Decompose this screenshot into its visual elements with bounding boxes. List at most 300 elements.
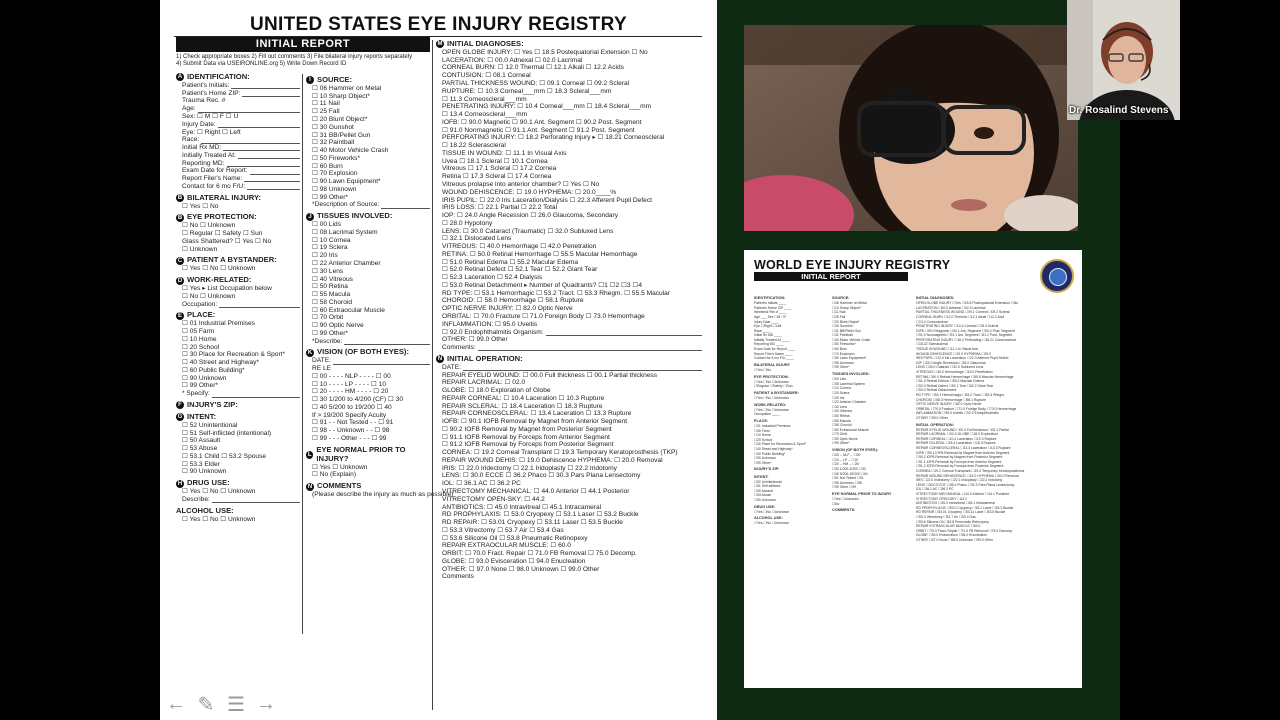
form-field[interactable] [306, 147, 430, 155]
form-field[interactable] [176, 488, 300, 496]
form-field[interactable] [306, 116, 430, 124]
form-section-title [176, 276, 300, 285]
instruction-line: 4) Submit Data via USEIRONLINE.org 5) Write Down Record ID [176, 61, 347, 68]
form-field[interactable] [306, 330, 430, 338]
form-field-label: Describe: [182, 495, 210, 503]
form-field[interactable] [176, 82, 300, 90]
fill-in-line [231, 82, 300, 89]
form-field-label: Exam Date for Report: [182, 167, 248, 175]
form-field-label: REPAIR EXTRAOCULAR MUSCLE: ☐ 60.0 [442, 542, 571, 550]
form-field[interactable] [436, 274, 702, 282]
form-field[interactable] [306, 155, 430, 163]
form-field[interactable] [176, 160, 300, 168]
form-field[interactable] [176, 265, 300, 273]
form-title: UNITED STATES EYE INJURY REGISTRY [250, 14, 627, 35]
form-field[interactable] [306, 201, 430, 209]
form-field[interactable] [436, 119, 702, 127]
prev-arrow-icon[interactable]: ← [166, 692, 186, 715]
form-field-label: ☐ 51 Self-inflicted (intentional) [182, 429, 272, 437]
presenter-name-label: Dr. Rosalind Stevens [1069, 105, 1169, 116]
fill-in-line [333, 358, 430, 365]
section-badge: E [177, 312, 182, 319]
form-field[interactable] [176, 105, 300, 113]
form-field[interactable] [306, 268, 430, 276]
form-field-label: ☐ 30 Lens [312, 267, 344, 275]
form-field-label: ☐ 98 Unknown [312, 185, 357, 193]
form-field[interactable] [306, 471, 430, 479]
form-field-label: * Specify: [182, 390, 210, 398]
form-field-label: Initially Treated At: [182, 151, 236, 159]
form-field[interactable] [436, 566, 702, 574]
form-section-title [306, 212, 430, 221]
form-field[interactable] [176, 203, 300, 211]
form-field[interactable] [306, 85, 430, 93]
form-field[interactable] [306, 291, 430, 299]
notes-icon[interactable]: ☰ [227, 693, 245, 716]
form-field[interactable] [436, 181, 702, 189]
form-field[interactable] [306, 178, 430, 186]
section-badge: I [306, 76, 314, 84]
form-field-label: ☐ 99 Other* [182, 382, 218, 390]
form-field[interactable] [306, 427, 430, 435]
form-field-label: REPAIR CORNEOSCLERAL: ☐ 13.4 Laceration ☐ 13.3 Rupture [442, 410, 632, 418]
form-field-label: CORNEA: ☐ 19.2 Corneal Transplant ☐ 19.3 Temporary Keratoprosthesis (TKP) [442, 449, 678, 457]
form-field[interactable] [436, 134, 702, 142]
form-field[interactable] [176, 351, 300, 359]
form-field-label: ☐ Yes ☐ No ☐ Unknown [182, 488, 256, 496]
section-badge: B [177, 195, 183, 202]
form-field[interactable] [176, 293, 300, 301]
form-field[interactable] [306, 252, 430, 260]
form-field-label: ☐ 92.0 Endophthalmitis Organism: [442, 328, 544, 336]
fill-in-line [250, 168, 300, 175]
section-badge: A [177, 74, 183, 81]
section-title-text: EYE PROTECTION: [187, 212, 257, 222]
form-field-label: GLOBE: ☐ 93.0 Evisceration ☐ 94.0 Enucleation [442, 557, 586, 565]
form-field-label: Eye: ☐ Right ☐ Left [182, 128, 241, 136]
form-field-label: Reporting MD: [182, 159, 225, 167]
form-field[interactable] [436, 111, 702, 119]
thumb-form-title: WORLD EYE INJURY REGISTRY [754, 258, 951, 272]
form-field[interactable] [176, 453, 300, 461]
form-field[interactable] [436, 282, 702, 290]
section-badge: F [176, 401, 184, 409]
section-badge: D [177, 277, 183, 284]
fill-in-line [546, 329, 702, 336]
form-field[interactable] [436, 313, 702, 321]
form-field[interactable] [436, 387, 702, 395]
form-section-title [176, 256, 300, 265]
form-field[interactable] [176, 129, 300, 137]
presenter-video-image [1067, 0, 1180, 120]
form-field-label: Initial Rx MD: [182, 144, 222, 152]
form-field[interactable] [436, 379, 702, 387]
form-field-label: Age: [182, 105, 196, 113]
form-field[interactable] [436, 542, 702, 550]
form-field[interactable] [436, 511, 702, 519]
form-field[interactable] [436, 142, 702, 150]
form-field-label: Retina ☐ 17.3 Scleral ☐ 17.4 Cornea [442, 173, 552, 181]
form-field[interactable] [306, 186, 430, 194]
section-title-text: ALCOHOL USE: [176, 505, 234, 515]
form-field[interactable] [436, 189, 702, 197]
form-field-label: If > 19/200 Specify Acuity [312, 411, 387, 419]
form-field-label: ☐ 18.22 Sclerascleral [442, 142, 506, 150]
form-field-label: ☐ 30 1/200 to 4/200 (CF) ☐ 30 [312, 396, 403, 404]
form-field[interactable] [306, 322, 430, 330]
form-field[interactable] [436, 558, 702, 566]
form-field-label: ☐ 32 Paintball [312, 139, 355, 147]
form-field[interactable] [306, 396, 430, 404]
section-title-text: INJURY'S ZIP: [187, 399, 238, 409]
form-section-title [306, 482, 430, 491]
thumb-initial-report-banner: INITIAL REPORT [754, 272, 908, 281]
form-field[interactable] [436, 488, 702, 496]
form-field[interactable] [306, 404, 430, 412]
form-field[interactable] [436, 527, 702, 535]
form-field-label: RD TYPE: ☐ 53.1 Hemorrhagic ☐ 53.2 Tract. ☐ 53.3 Rhegm. ☐ 55.5 Macular [442, 289, 671, 297]
form-field-label: REPAIR CORNEAL: ☐ 10.4 Laceration ☐ 10.3 Rupture [442, 394, 605, 402]
form-field-label: ☐ 60 Public Building* [182, 366, 245, 374]
form-field-label: ☐ 99 Other* [312, 329, 348, 337]
form-field[interactable] [176, 167, 300, 175]
section-badge: B [177, 214, 183, 221]
form-field-label: ☐ 11.3 Corneoscleral___mm [442, 95, 527, 103]
form-field-label: ☐ 10 - - - - LP - - - - ☐ 10 [312, 380, 386, 388]
form-field[interactable] [436, 212, 702, 220]
form-field-label: ☐ 20 Iris [312, 252, 338, 260]
form-field[interactable] [176, 175, 300, 183]
form-field-label: REPAIR WOUND DEHIS: ☐ 19.0 Dehiscence HYPHEMA: ☐ 20.0 Removal [442, 456, 663, 464]
form-field[interactable] [176, 468, 300, 476]
form-section-title [306, 76, 430, 85]
form-field[interactable] [436, 336, 702, 344]
form-field[interactable] [176, 246, 300, 254]
form-section-title [176, 507, 300, 516]
section-title-text: PLACE: [187, 310, 216, 320]
form-field-label: *Describe: [312, 337, 343, 345]
form-field-label: WOUND DEHISCENCE: ☐ 19.0 HYPHEMA: ☐ 20.0____% [442, 188, 617, 196]
column-source [306, 73, 454, 499]
form-field-label: ☐ 91.1 IOFB Removal by Forceps from Anterior Segment [442, 433, 610, 441]
form-field[interactable] [436, 573, 702, 581]
form-field-label: ☐ 53.6 Silicone Oil ☐ 53.8 Pneumatic Retinopexy [442, 534, 588, 542]
form-field[interactable] [176, 422, 300, 430]
form-field-label: ☐ 52 Unintentional [182, 421, 238, 429]
fill-in-line [242, 90, 300, 97]
form-field[interactable] [176, 144, 300, 152]
form-field-label: CHOROID: ☐ 58.0 Hemorrhage ☐ 58.1 Rupture [442, 297, 584, 305]
form-field[interactable] [306, 221, 430, 229]
form-field-label: ☐ 53.1 Child ☐ 53.2 Spouse [182, 452, 267, 460]
form-field-label: (Please describe the injury as much as possible) [312, 491, 454, 499]
section-badge: L [307, 451, 312, 458]
form-field-label: RUPTURE: ☐ 10.3 Corneal___mm ☐ 18.3 Scleral___mm [442, 87, 612, 95]
form-field-label: Injury Date: [182, 120, 216, 128]
form-field[interactable] [436, 251, 702, 259]
form-field[interactable] [176, 238, 300, 246]
form-field[interactable] [176, 336, 300, 344]
section-title-text: IDENTIFICATION: [187, 71, 250, 81]
form-field-label: IRIS: ☐ 22.0 Iridectomy ☐ 22.1 Iridoplasty ☐ 22.2 Iridotomy [442, 464, 617, 472]
form-field-label: ANTIBIOTICS: ☐ 45.0 Intravitreal ☐ 45.1 Intracameral [442, 503, 602, 511]
form-field-label: OPTIC NERVE INJURY: ☐ 82.0 Optic Nerve [442, 305, 573, 313]
form-field[interactable] [176, 113, 300, 121]
form-field[interactable] [306, 357, 430, 365]
form-field-label: ☐ 50 Fireworks* [312, 154, 361, 162]
form-field[interactable] [176, 97, 300, 105]
form-field-label: Occupation: [182, 300, 218, 308]
form-field-label: ☐ 99 - - - Other - - - ☐ 99 [312, 435, 387, 443]
form-field[interactable] [436, 243, 702, 251]
form-field-label: ☐ 90 Lawn Equipment* [312, 178, 381, 186]
form-field-label: *Description of Source: [312, 201, 380, 209]
pen-icon[interactable]: ✎ [197, 693, 215, 716]
form-field-label: IRIS LOSS: ☐ 22.1 Partial ☐ 22.2 Total [442, 204, 558, 212]
form-field-label: ☐ 90 Optic Nerve [312, 322, 364, 330]
form-field-label: Comments [442, 573, 474, 581]
form-field-label: CORNEAL BURN: ☐ 12.0 Thermal ☐ 12.1 Alkali ☐ 12.2 Acids [442, 64, 624, 72]
form-field-label: ☐ 10 Cornea [312, 236, 351, 244]
form-field[interactable] [306, 229, 430, 237]
form-field-label: Trauma Rec. # [182, 97, 226, 105]
form-section-title [176, 401, 300, 410]
form-field[interactable] [176, 320, 300, 328]
form-field[interactable] [306, 491, 454, 499]
form-section-title [436, 355, 702, 364]
form-field-label: ☐ 91.0 Nonmagnetic ☐ 91.1 Ant. Segment ☐ 91.2 Post. Segment [442, 126, 635, 134]
form-field-label: Vitreous ☐ 17.1 Scleral ☐ 17.2 Cornea [442, 165, 557, 173]
form-field[interactable] [436, 305, 702, 313]
form-field[interactable] [176, 301, 300, 309]
form-field-label: ☐ 31 BB/Pellet Gun [312, 131, 371, 139]
form-field-label: Vitreous prolapse into anterior chamber? ☐ Yes ☐ No [442, 180, 600, 188]
form-field[interactable] [436, 344, 702, 352]
fill-in-line [238, 152, 300, 159]
slide-navigation [164, 694, 278, 714]
form-field-label: ☐ 98 - - Unknown - - ☐ 98 [312, 427, 390, 435]
form-field[interactable] [436, 150, 702, 158]
next-arrow-icon[interactable]: → [256, 692, 276, 715]
form-field[interactable] [436, 426, 702, 434]
form-field-label: VITRECTOMY OPEN-SKY: ☐ 44.2 [442, 495, 545, 503]
form-field[interactable] [176, 152, 300, 160]
form-field[interactable] [176, 359, 300, 367]
form-field[interactable] [436, 410, 702, 418]
form-field[interactable] [436, 364, 702, 372]
form-field[interactable] [436, 496, 702, 504]
form-field-label: LACERATION: ☐ 00.0 Adnexal ☐ 02.0 Lacrimal [442, 56, 583, 64]
form-field-label: ☐ 51.0 Retinal Edema ☐ 55.2 Macular Edema [442, 258, 579, 266]
form-field-label: VITRECTOMY MECHANICAL: ☐ 44.0 Anterior ☐ 44.1 Posterior [442, 488, 630, 496]
fill-in-line [201, 137, 300, 144]
form-field[interactable] [436, 395, 702, 403]
form-field[interactable] [306, 435, 430, 443]
form-field[interactable] [306, 373, 430, 381]
form-field-label: TISSUE IN WOUND: ☐ 11.1 In Visual Axis [442, 149, 567, 157]
form-field[interactable] [306, 124, 430, 132]
section-title-text: INTENT: [187, 411, 217, 421]
section-title-text: BILATERAL INJURY: [187, 192, 261, 202]
form-field-label: ☐ 70 Orbit [312, 314, 344, 322]
form-field-label: Comments: [442, 344, 476, 352]
form-field[interactable] [306, 283, 430, 291]
form-field[interactable] [176, 136, 300, 144]
fill-in-line [212, 496, 300, 503]
form-field[interactable] [176, 121, 300, 129]
form-field-label: CONTUSION: ☐ 08.1 Corneal [442, 72, 531, 80]
column-diagnoses [436, 37, 702, 581]
form-field[interactable] [306, 314, 430, 322]
patient-photo-image [744, 25, 1078, 231]
form-field[interactable] [436, 418, 702, 426]
registry-seal-icon [1040, 259, 1074, 293]
section-badge: M [437, 41, 443, 48]
form-field[interactable] [436, 449, 702, 457]
form-field[interactable] [176, 516, 300, 524]
instructions [176, 54, 432, 69]
form-field[interactable] [436, 480, 702, 488]
form-field[interactable] [306, 260, 430, 268]
form-section-title [176, 194, 300, 203]
initial-report-banner: INITIAL REPORT [176, 37, 430, 52]
form-field-label: ☐ 90 Unknown [182, 374, 227, 382]
form-field[interactable] [306, 365, 430, 373]
form-field[interactable] [436, 457, 702, 465]
form-field-label: ☐ 06 Hammer on Metal [312, 84, 382, 92]
section-title-text: SOURCE: [317, 75, 353, 84]
form-field[interactable] [176, 183, 300, 191]
form-field-label: ☐ 01 Industrial Premises [182, 320, 255, 328]
form-field[interactable] [436, 88, 702, 96]
form-field[interactable] [306, 108, 430, 116]
form-field-label: IOL: ☐ 36.1 AC ☐ 36.2 PC [442, 480, 521, 488]
fill-in-line [478, 344, 702, 351]
form-field-label: ORBIT: ☐ 70.0 Fract. Repair ☐ 71.0 FB Removal ☐ 75.0 Decomp. [442, 550, 637, 558]
form-field-label: ☐ 53.0 Retinal Detachment ▸ Number of Quadrants? ☐1 ☐2 ☐3 ☐4 [442, 281, 643, 289]
form-field[interactable] [176, 230, 300, 238]
form-field[interactable] [176, 367, 300, 375]
form-field[interactable] [436, 266, 702, 274]
form-field[interactable] [306, 139, 430, 147]
section-badge: K [307, 349, 313, 356]
instruction-line: 1) Check appropriate boxes 2) Fill out comments 3) File bilateral injury reports separately [176, 53, 413, 60]
form-field-label: ☐ 60 Burn [312, 162, 343, 170]
form-field[interactable] [436, 72, 702, 80]
section-title-text: DRUG USE: [187, 478, 230, 488]
form-section-title [436, 40, 702, 49]
form-field-label: OTHER: ☐ 99.0 Other [442, 336, 508, 344]
form-field[interactable] [436, 235, 702, 243]
form-field-label: INFLAMMATION: ☐ 95.0 Uveitis [442, 320, 538, 328]
form-section-title [176, 311, 300, 320]
form-field[interactable] [436, 49, 702, 57]
form-field[interactable] [176, 445, 300, 453]
fill-in-line [381, 202, 430, 209]
form-field-label: ☐ 60 Extraocular Muscle [312, 306, 385, 314]
form-field-label: ☐ Yes ☐ Unknown [312, 463, 368, 471]
form-field-label: PARTIAL THICKNESS WOUND: ☐ 09.1 Corneal ☐ 09.2 Scleral [442, 80, 630, 88]
form-field[interactable] [436, 204, 702, 212]
section-badge: H [177, 480, 183, 487]
form-field[interactable] [436, 321, 702, 329]
section-title-text: COMMENTS [317, 481, 362, 491]
section-badge: G [177, 414, 183, 421]
fill-in-line [219, 301, 300, 308]
section-badge: N [307, 483, 313, 490]
form-field-label: ORBITAL: ☐ 70.0 Fracture ☐ 71.0 Foreign Body ☐ 73.0 Hemorrhage [442, 312, 645, 320]
form-field-label: ☐ 90.2 IOFB Removal by Magnet from Posterior Segment [442, 425, 612, 433]
form-field-label: ☐ Yes ☐ No [182, 202, 219, 210]
form-field[interactable] [436, 220, 702, 228]
form-field-label: IRIS PUPIL: ☐ 22.0 Iris Laceration/Dialysis ☐ 22.3 Afferent Pupil Defect [442, 196, 652, 204]
form-field-label: ☐ 52.3 Laceration ☐ 52.4 Dialysis [442, 274, 543, 282]
form-field-label: OTHER: ☐ 97.0 None ☐ 98.0 Unknown ☐ 99.0 Other [442, 565, 600, 573]
form-field-label: ☐ Yes ☐ No ☐ Unknown [182, 515, 256, 523]
form-field-label: Sex: ☐ M ☐ F ☐ U [182, 112, 239, 120]
form-field-label: ☐ 53.3 Vitrectomy ☐ 53.7 Air ☐ 53.4 Gas [442, 526, 564, 534]
form-field[interactable] [176, 390, 300, 398]
form-field[interactable] [436, 103, 702, 111]
form-field-label: ☐ 13.4 Corneoscleral___mm [442, 111, 528, 119]
form-field[interactable] [176, 328, 300, 336]
form-field[interactable] [436, 173, 702, 181]
form-field[interactable] [176, 285, 300, 293]
form-field-label: ☐ 00 - - - - NLP - - - - ☐ 00 [312, 372, 391, 380]
form-field-label: ☐ 53.3 Elder [182, 460, 220, 468]
world-eye-injury-registry-form [744, 250, 1082, 688]
form-field-label: ☐ 91.2 IOFB Removal by Forceps from Posterior Segment [442, 441, 614, 449]
form-field[interactable] [436, 550, 702, 558]
form-field[interactable] [176, 382, 300, 390]
form-field-label: ☐ Yes ☐ No ☐ Unknown [182, 265, 256, 273]
form-field-label: ☐ Regular ☐ Safety ☐ Sun [182, 230, 263, 238]
form-field-label: IOFB: ☐ 90.1 IOFB Removal by Magnet from Anterior Segment [442, 418, 628, 426]
form-field-label: ☐ 40 Street and Highway* [182, 359, 260, 367]
thumb-column-1: IDENTIFICATION: Patient's Initials ____ Patient's Home ZIP ____ Weekend Rec # ____ Age ___ Sex ☐M ☐F Injury Date ____ Eye ☐Right ☐Left Race ____ Initial Rx MD ____ Initially Treated At ____ Reporting MD ____ Exam Date for Report ____ Report Filer's Name ____ Contact for 6 mo F/U ____ BILATERAL INJURY ☐Yes ☐No EYE PROTECTION: ☐Yes ☐No ☐Unknown ☐Regular ☐Safety ☐Sun PATIENT A BYSTANDER: ☐Yes ☐No ☐Unknown WORK-RELATED: ☐Yes ☐No ☐Unknown Occupation ____ PLACE: ☐01 Industrial Premises ☐05 Farm ☐10 Home ☐20 School ☐30 Place for Recreation & Sport* ☐40 Street and Highway* ☐60 Public Building* ☐90 Unknown ☐99 Other* INJURY'S ZIP: INTENT: ☐52 Unintentional ☐51 Self-inflicted ☐50 Assault ☐53 Abuse ☐90 Unknown DRUG USE: ☐Yes ☐No ☐Unknown ALCOHOL USE: ☐Yes ☐No ☐Unknown [754, 296, 807, 526]
section-badge: J [306, 213, 314, 221]
form-field-label: ☐ 30 Gunshot [312, 123, 354, 131]
form-field-label: ☐ 25 Fall [312, 108, 340, 116]
form-field-label: OPEN GLOBE INJURY: ☐ Yes ☐ 18.5 Postequatorial Extension ☐ No [442, 48, 648, 56]
form-field-label: Glass Shattered? ☐ Yes ☐ No [182, 237, 272, 245]
form-field-label: ☐ 40 Motor Vehicle Crash [312, 147, 389, 155]
form-field[interactable] [436, 519, 702, 527]
form-field-label: ☐ 50 Assault [182, 437, 221, 445]
form-field[interactable] [306, 170, 430, 178]
form-field[interactable] [176, 496, 300, 504]
form-field[interactable] [306, 299, 430, 307]
form-field[interactable] [176, 222, 300, 230]
form-field[interactable] [306, 194, 430, 202]
form-section-title [306, 348, 430, 357]
form-field-label: ☐ 32.1 Dislocated Lens [442, 235, 512, 243]
form-field[interactable] [306, 338, 430, 346]
section-badge: C [177, 257, 183, 264]
form-field[interactable] [176, 90, 300, 98]
form-field-label: ☐ 30 Place for Recreation & Sport* [182, 351, 286, 359]
form-field-label: ☐ 53 Abuse [182, 445, 218, 453]
form-field-label: Patient's Initials: [182, 81, 230, 89]
section-title-text: WORK-RELATED: [187, 275, 252, 285]
form-field-label: LENS: ☐ 30.0 ECCE ☐ 36.2 Phaco ☐ 30.3 Pars Plana Lensectomy [442, 472, 641, 480]
form-field-label: ☐ 40 Vitreous [312, 275, 353, 283]
form-field-label: IOFB: ☐ 90.0 Magnetic ☐ 90.1 Ant. Segment ☐ 90.2 Post. Segment [442, 118, 642, 126]
section-title-text: TISSUES INVOLVED: [317, 211, 393, 221]
form-field[interactable] [176, 437, 300, 445]
form-field[interactable] [436, 80, 702, 88]
section-title-text: VISION (OF BOTH EYES): [317, 347, 409, 357]
